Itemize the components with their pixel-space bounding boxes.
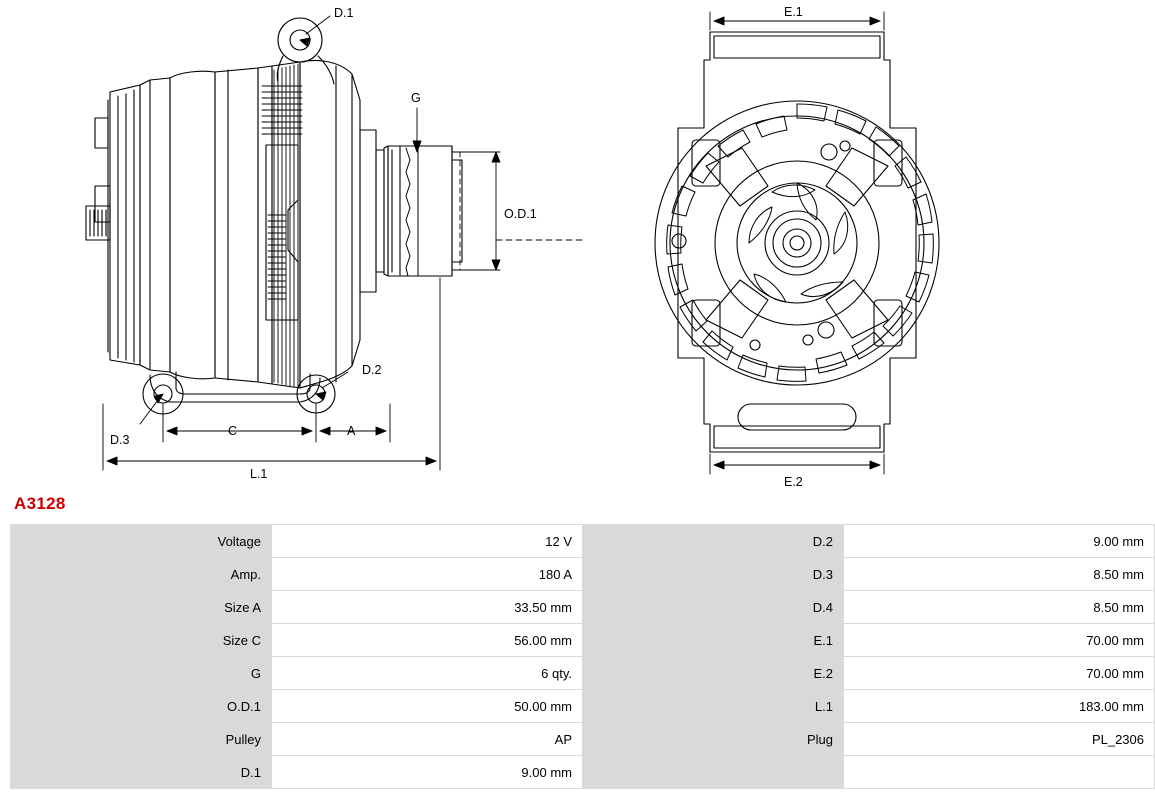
- dimension-lines: [103, 12, 884, 474]
- table-row: [11, 591, 1155, 624]
- side-view-group: [86, 18, 462, 414]
- label-d1: D.1: [334, 6, 354, 20]
- label-e2: E.2: [784, 475, 803, 489]
- spec-value-empty: [844, 756, 1155, 789]
- spec-value-d3: 8.50 mm: [844, 558, 1155, 591]
- spec-label-d3: D.3: [583, 558, 844, 591]
- part-number: A3128: [14, 494, 66, 513]
- spec-label-e1: E.1: [583, 624, 844, 657]
- table-row: [11, 657, 1155, 690]
- spec-value-plug: PL_2306: [844, 723, 1155, 756]
- spec-value-g: 6 qty.: [272, 657, 583, 690]
- spec-label-amp: Amp.: [11, 558, 272, 591]
- table-row: [11, 756, 1155, 789]
- label-g: G: [411, 91, 421, 105]
- spec-label-size-a: Size A: [11, 591, 272, 624]
- spec-value-size-c: 56.00 mm: [272, 624, 583, 657]
- label-a: A: [347, 424, 356, 438]
- label-c: C: [228, 424, 238, 438]
- spec-label-empty: [583, 756, 844, 789]
- label-d2: D.2: [362, 363, 382, 377]
- spec-label-l1: L.1: [583, 690, 844, 723]
- table-row: [11, 525, 1155, 558]
- spec-value-pulley: AP: [272, 723, 583, 756]
- label-d3: D.3: [110, 433, 130, 447]
- label-od1: O.D.1: [504, 207, 537, 221]
- spec-value-voltage: 12 V: [272, 525, 583, 558]
- label-l1: L.1: [250, 467, 268, 481]
- specification-table: [10, 524, 1155, 789]
- spec-value-e1: 70.00 mm: [844, 624, 1155, 657]
- table-row: [11, 723, 1155, 756]
- spec-label-g: G: [11, 657, 272, 690]
- spec-value-l1: 183.00 mm: [844, 690, 1155, 723]
- spec-table-body: [11, 525, 1155, 789]
- spec-label-e2: E.2: [583, 657, 844, 690]
- label-e1: E.1: [784, 5, 803, 19]
- front-view-group: [655, 32, 939, 452]
- spec-label-size-c: Size C: [11, 624, 272, 657]
- table-row: [11, 624, 1155, 657]
- spec-label-d1: D.1: [11, 756, 272, 789]
- table-row: [11, 690, 1155, 723]
- spec-label-voltage: Voltage: [11, 525, 272, 558]
- table-row: [11, 558, 1155, 591]
- spec-label-pulley: Pulley: [11, 723, 272, 756]
- spec-value-e2: 70.00 mm: [844, 657, 1155, 690]
- spec-label-d2: D.2: [583, 525, 844, 558]
- spec-value-d2: 9.00 mm: [844, 525, 1155, 558]
- spec-label-d4: D.4: [583, 591, 844, 624]
- spec-value-d1: 9.00 mm: [272, 756, 583, 789]
- spec-label-plug: Plug: [583, 723, 844, 756]
- spec-value-amp: 180 A: [272, 558, 583, 591]
- spec-value-size-a: 33.50 mm: [272, 591, 583, 624]
- spec-value-d4: 8.50 mm: [844, 591, 1155, 624]
- spec-value-od1: 50.00 mm: [272, 690, 583, 723]
- spec-label-od1: O.D.1: [11, 690, 272, 723]
